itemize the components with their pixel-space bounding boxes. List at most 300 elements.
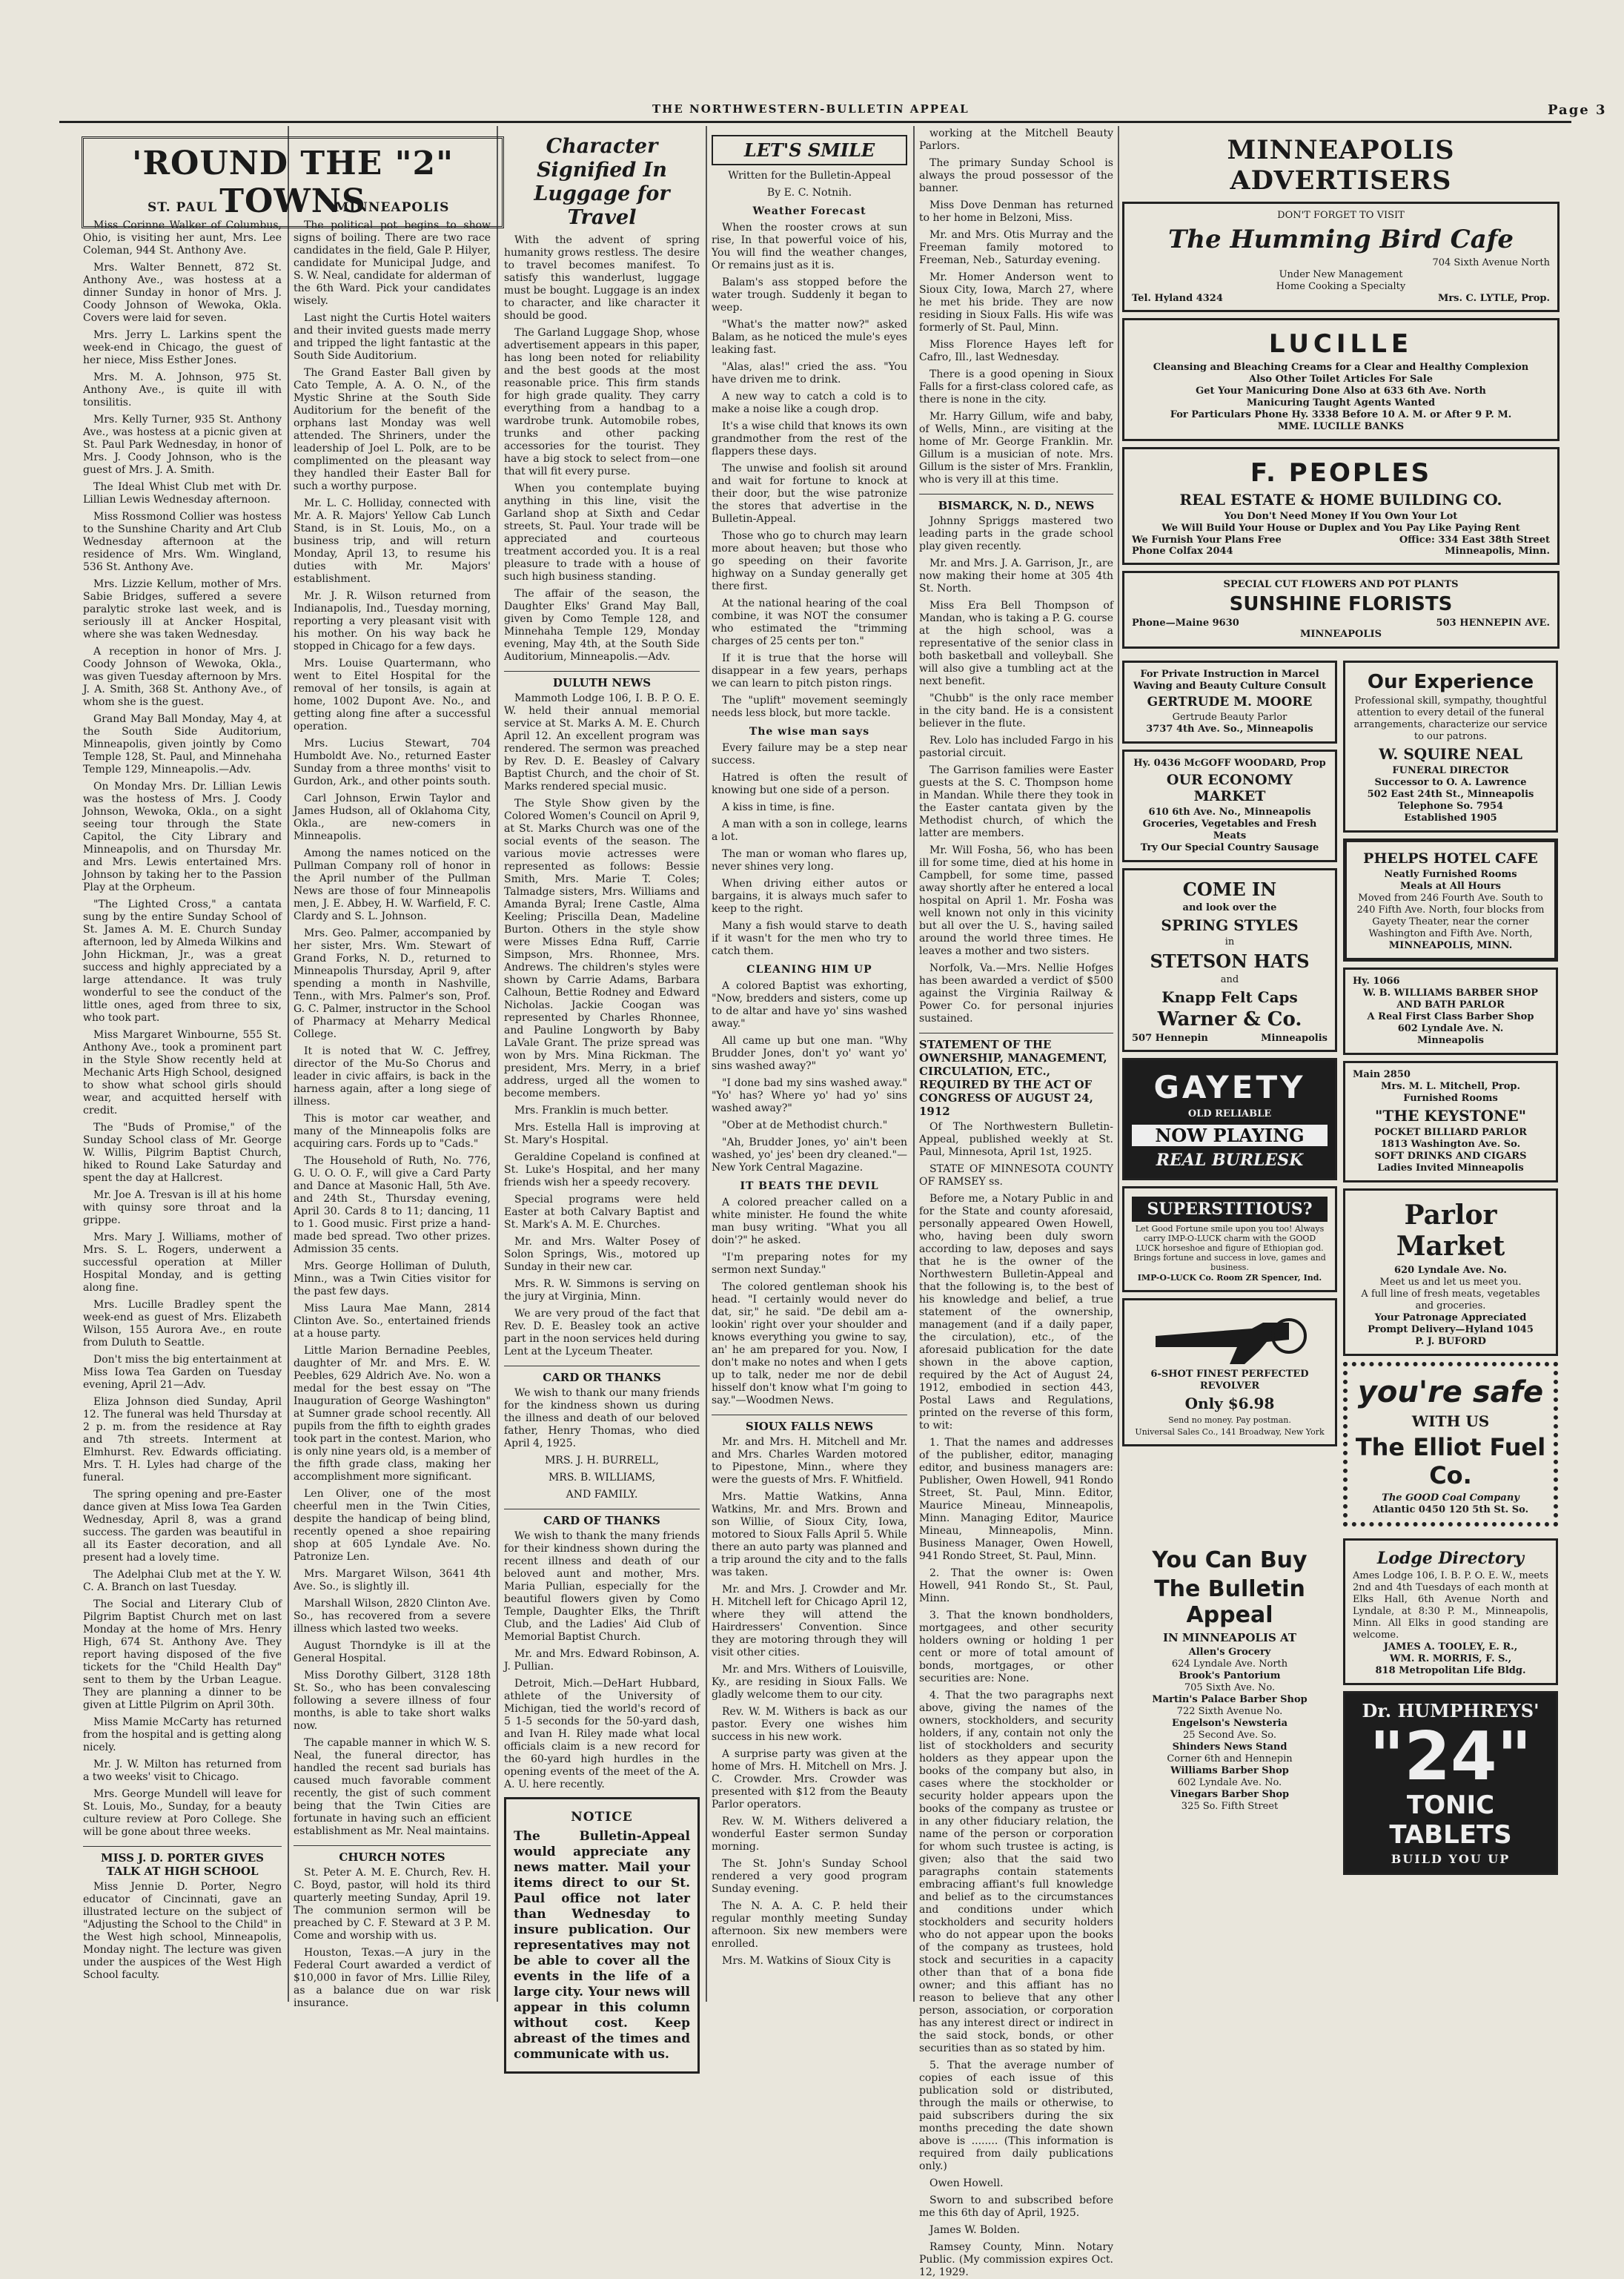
paragraph: A colored preacher called on a white minister. He found the white man busy writing. "What you all doin'?" he asked. [712, 1197, 907, 1246]
paragraph: Mr. and Mrs. Otis Murray and the Freeman family motored to Freeman, Neb., Saturday evening. [919, 229, 1113, 266]
paragraph: Those who go to church may learn more about heaven; but those who go speeding on their favorite highway on a Sunday generally get there first. [712, 530, 907, 592]
ad-text: Universal Sales Co., 141 Broadway, New York [1135, 1427, 1325, 1437]
paragraph: The Style Show given by the Colored Women's Council on April 9, at St. Marks Church was one of the social events of the season. The various movie actresses were represented as follows: Bessie Smith, Mrs. Marie T. Coles; Talmadge sisters, Mrs. Williams and Amanda Byral; Irene Castle, Alma Keeling; Priscilla Dean, Madeline Burton. Others in the style show were Misses Edna Ruff, Carrie Simpson, Mrs. Rhonnee, Mrs. Andrews. The children's styles were shown by Carrie Adams, Barbara Calhoun, Bettie Rodney and Edward Nicholas. Jackie Coogan was represented by Charles Rhonnee, and Pauline Longworth by Baby LaVale Grant. The prize spread was won by Mrs. Mina Rickman. The president, Mrs. Merry, in a brief address, urged all the women to become members. [504, 798, 700, 1099]
ad-text: Meet us and let us meet you. [1379, 1277, 1522, 1288]
ad-text: you're safe [1357, 1375, 1544, 1409]
paragraph: A new way to catch a cold is to make a noise like a cough drop. [712, 391, 907, 415]
article-headline: MISS J. D. PORTER GIVES TALK AT HIGH SCHOOL [83, 1846, 282, 1878]
paragraph: Mammoth Lodge 106, I. B. P. O. E. W. held their annual memorial service at St. Marks A. M. E. Church April 12. An excellent program was rendered. The sermon was preached by Rev. D. E. Beasley of Calvary Baptist Church, and the choir of St. Marks rendered special music. [504, 692, 700, 793]
paragraph: The spring opening and pre-Easter dance given at Miss Iowa Tea Garden Wednesday, April 8, was a grand success. The garden was beautiful in all its Easter decoration, and all present had a lovely time. [83, 1489, 282, 1564]
outlet-item: 722 Sixth Avenue No. [1176, 1706, 1283, 1717]
masthead [0, 95, 1624, 117]
paragraphs [504, 692, 700, 1358]
paragraph: Mrs. Walter Bennett, 872 St. Anthony Ave., was hostess at a dinner Sunday in honor of Mrs. J. Coody Johnson of Wewoka, Okla. Covers were laid for seven. [83, 262, 282, 324]
ad-text: Let Good Fortune smile upon you too! Always carry IMP-O-LUCK charm with the GOOD LUCK horseshoe and figure of Ethiopian god. Brings fortune and success in love, games and business. [1133, 1224, 1326, 1272]
section-title: MINNEAPOLIS ADVERTISERS [1227, 135, 1455, 196]
paragraph: We are very proud of the fact that Rev. D. E. Beasley took an active part in the noon services held during Lent at the Lyceum Theater. [504, 1308, 700, 1357]
ad-text: SPRING STYLES [1161, 916, 1299, 934]
paragraph: A kiss in time, is fine. [722, 801, 835, 813]
column-minneapolis [294, 194, 491, 2009]
notice-box [504, 1797, 700, 2074]
ad-economy-market [1122, 750, 1337, 862]
ad-name: Lodge Directory [1376, 1549, 1525, 1568]
ad-text: and [1220, 974, 1239, 985]
ad-text: Home Cooking a Specialty [1276, 281, 1406, 292]
article-headline: DULUTH NEWS [504, 671, 700, 689]
column-bismarck [919, 128, 1113, 2278]
paragraph: Before me, a Notary Public in and for the State and county aforesaid, personally appeared Owen Howell, who, having been duly sworn according to law, deposes and says that he is the owner of the Northwestern Bulletin-Appeal and that the following is, to the best of his knowledge and belief, a true statement of the ownership, management (and if a daily paper, the circulation), etc., of the aforesaid publication for the date shown in the above caption, required by the Act of August 24, 1912, embodied in section 443, Postal Laws and Regulations, printed on the reverse of this form, to wit: [919, 1193, 1113, 1432]
paragraph: When driving either autos or bargains, it is always much safer to keep to the right. [712, 878, 907, 915]
outlet-item: Shinders News Stand [1172, 1742, 1287, 1753]
sub-heading: IT BEATS THE DEVIL [740, 1180, 879, 1192]
signature-line: AND FAMILY. [566, 1489, 638, 1501]
paragraph: Mrs. Geo. Palmer, accompanied by her sister, Mrs. Wm. Stewart of Grand Forks, N. D., returned to Minneapolis Thursday, April 9, after spending a month in Nashville, Tenn., with Mrs. Palmer's son, Prof. G. C. Palmer, instructor in the School of Pharmacy at Meharry Medical College. [294, 927, 491, 1040]
paragraph: Miss Dorothy Gilbert, 3128 18th St. So., who has been convalescing following a severe illness of four months, is able to take short walks now. [294, 1670, 491, 1732]
column-st-paul [83, 194, 282, 2003]
paragraph: Balam's ass stopped before the water trough. Suddenly it began to weep. [712, 277, 907, 314]
paragraphs [712, 742, 907, 958]
ad-text: MINNEAPOLIS [1300, 629, 1382, 640]
paragraphs [919, 1121, 1113, 2279]
paragraph: The Grand Easter Ball given by Cato Temple, A. A. O. N., of the Mystic Shrine at the South Side Auditorium for the benefit of the orphans last Monday was well attended. The Shriners, under the leadership of Joel L. Polk, are to be complimented on the pleasant way they handled their Easter Ball for such a worthy purpose. [294, 367, 491, 492]
ad-name: SUNSHINE FLORISTS [1229, 593, 1453, 615]
ad-text: 1813 Washington Ave. So. [1380, 1139, 1521, 1150]
paragraph: Eliza Johnson died Sunday, April 12. The funeral was held Thursday at 2 p. m. from the residence at Ray and 7th streets. Interment at Elmhurst. Rev. Edwards officiating. Mrs. T. H. Lyles had charge of the funeral. [83, 1396, 282, 1484]
ad-elliot-fuel [1343, 1362, 1558, 1526]
article-headline: CHURCH NOTES [294, 1845, 491, 1864]
ad-text: WM. R. MORRIS, F. S., [1389, 1653, 1512, 1664]
paragraph: When the rooster crows at sun rise, In that powerful voice of his, You will find the weather changes, Or remains just as it is. [712, 222, 907, 271]
paragraph: Mr. J. R. Wilson returned from Indianapolis, Ind., Tuesday morning, reporting a very pleasant visit with his mother. On his way back he stopped in Chicago for a few days. [294, 590, 491, 652]
outlet-item: 325 So. Fifth Street [1181, 1801, 1279, 1812]
paragraph: 5. That the average number of copies of each issue of this publication sold or distributed, through the mails or otherwise, to paid subscribers during the six months preceding the date shown above is ........ (This information is required from daily publications only.) [919, 2060, 1113, 2172]
ad-text: 610 6th Ave. No., Minneapolis [1148, 807, 1311, 818]
paragraphs [83, 1881, 282, 1982]
notice-text: The Bulletin-Appeal would appreciate any news matter. Mail your items direct to our St. Paul office not later than Wednesday to insure publication. Our representatives may not be able to cover all the events in the life of a large city. Your news will appear in this column without cost. Keep abreast of the times and communicate with us. [514, 1829, 690, 2062]
ad-text: NOW PLAYING [1132, 1125, 1328, 1146]
paragraph: Miss Mamie McCarty has returned from the hospital and is getting along nicely. [83, 1716, 282, 1753]
ad-text: 6-SHOT FINEST PERFECTED REVOLVER [1150, 1369, 1309, 1392]
paragraph: Sworn to and subscribed before me this 6th day of April, 1925. [919, 2194, 1113, 2219]
ad-name: "24" [1369, 1718, 1532, 1796]
ad-text: Cleansing and Bleaching Creams for a Clear and Healthy Complexion [1153, 362, 1529, 373]
ad-peoples-real-estate [1122, 447, 1560, 565]
paragraph: Mr. and Mrs. Edward Robinson, A. J. Pullian. [504, 1648, 700, 1673]
paragraph: There is a good opening in Sioux Falls for a first-class colored cafe, as there is none in the city. [919, 368, 1113, 406]
column-divider [913, 126, 915, 2002]
ad-text: Minneapolis [1261, 1033, 1328, 1044]
paragraph: working at the Mitchell Beauty Parlors. [919, 128, 1113, 152]
ad-text: Knapp Felt Caps [1161, 988, 1298, 1006]
paragraph: Mr. and Mrs. J. Crowder and Mr. H. Mitchell left for Chicago April 12, where they will attend the Hairdressers' Convention. Since they are motoring through they will visit other cities. [712, 1584, 907, 1658]
ad-lodge-directory [1343, 1538, 1558, 1685]
paragraph: Mrs. Kelly Turner, 935 St. Anthony Ave., was hostess at a picnic given at St. Paul Park Wednesday, in honor of Mrs. J. Coody Johnson, who is the guest of Mrs. J. A. Smith. [83, 414, 282, 476]
paragraph: The affair of the season, the Daughter Elks' Grand May Ball, given by Como Temple 128, and Minnehaha Temple 129, Monday evening, May 4th, at the South Side Auditorium, Minneapolis.—Adv. [504, 588, 700, 663]
ad-name: The Elliot Fuel Co. [1355, 1433, 1546, 1489]
ad-text: Phone—Maine 9630 [1132, 618, 1239, 629]
paragraph: Last night the Curtis Hotel waiters and their invited guests made merry and tripped the light fantastic at the South Side Auditorium. [294, 312, 491, 362]
ad-text: STETSON HATS [1150, 950, 1310, 972]
article-headline: BISMARCK, N. D., NEWS [919, 494, 1113, 512]
paragraph: Geraldine Copeland is confined at St. Luke's Hospital, and her many friends wish her a speedy recovery. [504, 1151, 700, 1188]
ad-text: Office: 334 East 38th Street [1399, 535, 1550, 546]
paragraph: Marshall Wilson, 2820 Clinton Ave. So., has recovered from a severe illness which lasted two weeks. [294, 1598, 491, 1635]
paragraph: August Thorndyke is ill at the General Hospital. [294, 1640, 491, 1664]
ad-text: Also Other Toilet Articles For Sale [1249, 374, 1433, 385]
ad-lucille [1122, 318, 1560, 441]
paragraph: Miss Jennie D. Porter, Negro educator of Cincinnati, gave an illustrated lecture on the subject of "Adjusting the School to the Child" in the West high school, Minneapolis, Monday night. The lecture was given under the auspices of the West High School faculty. [83, 1881, 282, 1981]
paragraphs [712, 1436, 907, 1968]
paragraph: If it is true that the horse will disappear in a few years, perhaps we can learn to pitch piston rings. [712, 652, 907, 689]
paragraph: Mrs. Estella Hall is improving at St. Mary's Hospital. [504, 1122, 700, 1146]
byline: By E. C. Notnih. [766, 187, 852, 199]
paragraph: Mrs. M. A. Johnson, 975 St. Anthony Ave., is quite ill with tonsilitis. [83, 371, 282, 408]
paragraph: The "Buds of Promise," of the Sunday School class of Mr. George W. Willis, Pilgrim Baptist Church, hiked to Round Lake Saturday and spent the day at Hallcrest. [83, 1122, 282, 1184]
sub-heading: The wise man says [749, 726, 870, 738]
paragraph: Miss Dove Denman has returned to her home in Belzoni, Miss. [919, 199, 1113, 224]
ad-text: A full line of fresh meats, vegetables and groceries. [1361, 1289, 1540, 1312]
ad-name: The Humming Bird Cafe [1167, 225, 1514, 254]
paragraphs [504, 234, 700, 664]
paragraph: "I'm preparing notes for my sermon next Sunday." [712, 1251, 907, 1276]
column-divider [1118, 126, 1119, 2002]
paragraph: The Social and Literary Club of Pilgrim Baptist Church met on last Monday at the home of Mrs. Henry High, 674 St. Anthony Ave. They report having disposed of the five tickets for the "Child Health Day" sent to them by the Urban League. They are planning a dinner to be given at Little Pilgrim on April 30th. [83, 1598, 282, 1711]
ad-humming-bird-cafe [1122, 202, 1560, 312]
ad-name: "THE KEYSTONE" [1374, 1107, 1526, 1125]
ad-text: Main 2850 [1353, 1069, 1411, 1080]
article-title: LET'S SMILE [712, 135, 907, 165]
ad-text: Ladies Invited Minneapolis [1377, 1162, 1524, 1174]
byline: Written for the Bulletin-Appeal [728, 170, 891, 182]
ad-name: GERTRUDE M. MOORE [1147, 695, 1313, 710]
paragraph: A colored Baptist was exhorting, "Now, bredders and sisters, come up to de altar and have yo' sins washed away." [712, 980, 907, 1030]
outlet-item: 602 Lyndale Ave. No. [1177, 1777, 1282, 1788]
article-title: Character Signified In Luggage for Travel [534, 135, 670, 229]
paragraphs [712, 222, 907, 720]
ad-text: REAL ESTATE & HOME BUILDING CO. [1179, 491, 1502, 509]
paragraph: With the advent of spring humanity grows restless. The desire to travel becomes manifest. To satisfy this wanderlust, luggage must be bought. Luggage is an index to character, and like character it should be good. [504, 234, 700, 322]
column-divider [497, 126, 498, 2002]
outlet-item: 705 Sixth Ave. No. [1184, 1682, 1276, 1693]
ad-text: FUNERAL DIRECTOR [1392, 765, 1509, 776]
paragraph: Mrs. Margaret Wilson, 3641 4th Ave. So., is slightly ill. [294, 1568, 491, 1592]
ad-text: Minneapolis, Minn. [1445, 546, 1550, 557]
paragraph: St. Peter A. M. E. Church, Rev. H. C. Boyd, pastor, will hold its third quarterly meeting Sunday, April 19. The communion sermon will be preached by C. F. Steward at 3 P. M. Come and worship with us. [294, 1867, 491, 1942]
paragraphs [83, 219, 282, 1839]
ad-keystone [1343, 1061, 1558, 1182]
ad-name: Parlor Market [1396, 1200, 1505, 1262]
paragraph: Mrs. R. W. Simmons is serving on the jury at Virginia, Minn. [504, 1278, 700, 1303]
paragraph: The St. John's Sunday School rendered a very good program Sunday evening. [712, 1858, 907, 1895]
paragraph: 3. That the known bondholders, mortgagees, and other security holders owning or holding 1 per cent or more of total amount of bonds, mortgages, or other securities are: None. [919, 1610, 1113, 1684]
ad-text: and look over the [1182, 902, 1277, 913]
outlet-item: Williams Barber Shop [1170, 1765, 1289, 1776]
paragraph: "Alas, alas!" cried the ass. "You have driven me to drink. [712, 361, 907, 386]
paragraph: The primary Sunday School is always the proud possessor of the banner. [919, 157, 1113, 194]
paragraph: The capable manner in which W. S. Neal, the funeral director, has handled the recent sad burials has caused much favorable comment recently, the gist of such comment being that the Twin Cities are fortunate in having such an efficient establishment as Mr. Neal maintains. [294, 1737, 491, 1837]
paragraph: Mr. Harry Gillum, wife and baby, of Wells, Minn., are visiting at the home of Mr. George Franklin. Mr. Gillum is a musician of note. Mrs. Gillum is the sister of Mrs. Franklin, who is very ill at this time. [919, 411, 1113, 486]
ad-name: GAYETY [1153, 1069, 1306, 1105]
ad-row [1122, 1532, 1560, 1881]
ad-gayety [1122, 1058, 1337, 1180]
ad-text: Atlantic 0450 120 5th St. So. [1372, 1504, 1529, 1515]
ad-name: Warner & Co. [1157, 1008, 1302, 1031]
paragraph: Miss Florence Hayes left for Cafro, Ill., last Wednesday. [919, 339, 1113, 363]
ad-squire-neal [1343, 661, 1558, 833]
paragraph: Len Oliver, one of the most cheerful men in the Twin Cities, despite the handicap of being blind, recently opened a shoe repairing shop at 605 Lyndale Ave. No. Patronize Len. [294, 1488, 491, 1563]
column-divider [706, 126, 707, 2002]
ad-text: W. B. WILLIAMS BARBER SHOP AND BATH PARLOR [1363, 988, 1538, 1010]
ad-text: COME IN [1182, 879, 1277, 900]
paragraph: Mrs. Mary J. Williams, mother of Mrs. S. L. Rogers, underwent a successful operation at Miller Hospital Monday, and is getting along fine. [83, 1231, 282, 1294]
paragraph: Mrs. M. Watkins of Sioux City is [722, 1955, 891, 1967]
paragraph: Houston, Texas.—A jury in the Federal Court awarded a verdict of $10,000 in favor of Mrs. Lillie Riley, as a balance due on war risk insurance. [294, 1947, 491, 2009]
paragraph: Norfolk, Va.—Mrs. Nellie Hofges has been awarded a verdict of $500 against the Virginia Railway & Power Co. for personal injuries sustained. [919, 962, 1113, 1025]
ad-text: DON'T FORGET TO VISIT [1277, 210, 1405, 221]
paragraph: 2. That the owner is: Owen Howell, 941 Rondo St., St. Paul, Minn. [919, 1567, 1113, 1604]
paragraph: The Adelphai Club met at the Y. W. C. A. Branch on last Tuesday. [83, 1569, 282, 1593]
sub-heading: Weather Forecast [752, 205, 866, 217]
paragraph: A surprise party was given at the home of Mrs. H. Mitchell on Mrs. J. C. Crowder. Mrs. Crowder was presented with $12 from the Beauty Parlor operators. [712, 1748, 907, 1810]
paragraph: It's a wise child that knows its own grandmother from the rest of the flappers these days. [712, 420, 907, 457]
ad-text: You Don't Need Money If You Own Your Lot [1224, 511, 1458, 522]
section-heading: MINNEAPOLIS [334, 200, 450, 215]
paragraph: Many a fish would starve to death if it wasn't for the men who try to catch them. [712, 920, 907, 957]
outlet-item: Martin's Palace Barber Shop [1152, 1694, 1308, 1705]
top-rule [59, 121, 1571, 123]
ad-text: 502 East 24th St., Minneapolis [1367, 789, 1534, 800]
ad-text: in [1224, 936, 1235, 947]
ad-text: Get Your Manicuring Done Also at 633 6th Ave. North [1196, 386, 1486, 397]
paragraph: Mr. and Mrs. H. Mitchell and Mr. and Mrs. Charles Warden motored to Pipestone, Minn., where they were the guests of Mrs. F. Whitfield. [712, 1436, 907, 1486]
ad-text: 602 Lyndale Ave. N. [1397, 1023, 1504, 1034]
paragraph: The colored gentleman shook his head. "I certainly would never do dat, sir," he said. "De debil am a-lookin' right over your shoulder and knows everything you gwine to say, an' he am prepared for you. Now, I don't make no notes and when I gets up to talk, neder me nor de debil hisself don't know what I'm going to say."—Woodmen News. [712, 1281, 907, 1406]
ad-text: Only $6.98 [1184, 1395, 1275, 1412]
paragraph: Mrs. Mattie Watkins, Anna Watkins, Mr. and Mrs. Brown and son Willie, of Sioux City, Iowa, motored to Sioux Falls April 5. While there an auto party was planned and a trip around the city and to the falls was taken. [712, 1491, 907, 1578]
paragraph: Miss Era Bell Thompson of Mandan, who is taking a P. G. course at the high school, was a representative of the senior class in both basketball and volleyball. She will also give a tumbling act at the next benefit. [919, 600, 1113, 687]
ad-text: Hy. 0436 McGOFF WOODARD, Prop [1133, 758, 1326, 769]
column-advertisers [1122, 128, 1560, 2003]
paragraph: James W. Bolden. [929, 2224, 1020, 2236]
paragraph: Miss Rossmond Collier was hostess to the Sunshine Charity and Art Club Wednesday afternoon at the residence of Mrs. Wm. Wingland, 536 St. Anthony Ave. [83, 511, 282, 573]
column-lets-smile [712, 128, 907, 2003]
ad-text: Dr. HUMPHREYS' [1362, 1700, 1540, 1721]
paragraph: Owen Howell. [929, 2177, 1004, 2189]
paragraph: Special programs were held Easter at both Calvary Baptist and St. Mark's A. M. E. Churches. [504, 1194, 700, 1231]
ad-text: We Furnish Your Plans Free [1132, 535, 1282, 546]
ad-name: LUCILLE [1268, 329, 1413, 359]
ad-text: Manicuring Taught Agents Wanted [1246, 397, 1436, 408]
paragraphs [294, 219, 491, 1838]
paragraph: Rev. W. M. Withers delivered a wonderful Easter sermon Sunday morning. [712, 1816, 907, 1853]
paragraph: Rev. Lolo has included Fargo in his pastorial circuit. [919, 735, 1113, 759]
paragraph: On Monday Mrs. Dr. Lillian Lewis was the hostess of Mrs. J. Coody Johnson, Wewoka, Okla., on a sight seeing tour through the State Capitol, the City Library and Minneapolis, and on Thursday Mr. and Mrs. Lewis entertained Mrs. Johnson by taking her to the Passion Play at the Orpheum. [83, 781, 282, 893]
paragraph: 4. That the two paragraphs next above, giving the names of the owners, stockholders, and security holders, if any, contain not only the list of stockholders and security holders as they appear upon the books of the company but also, in cases where the stockholder or security holder appears upon the books of the company as trustee or in any other fiduciary relation, the name of the person or corporation for whom such trustee is acting, is given; also that the said two paragraphs contain statements embracing affiant's full knowledge and belief as to the circumstances and conditions under which stockholders and security holders who do not appear upon the books of the company as trustees, hold stock and securities in a capacity other than that of a bona fide owner; and this affiant has no reason to believe that any other person, association, or corporation has any interest direct or indirect in the said stock, bonds, or other securities than as so stated by him. [919, 1690, 1113, 2054]
ad-text: Groceries, Vegetables and Fresh Meats [1142, 818, 1317, 841]
paragraphs [712, 1197, 907, 1407]
outlet-list [1130, 1647, 1330, 1813]
outlet-item: 25 Second Ave. So. [1182, 1730, 1276, 1741]
paragraph: Mrs. Lucius Stewart, 704 Humboldt Ave. No., returned Easter Sunday from a three months' visit to Gurdon, Ark., and other points south. [294, 738, 491, 787]
paragraph: The Garrison families were Easter guests at the S. C. Thompson home in Mandan. While there they took in the Easter cantata given by the Methodist church, of which the latter are members. [919, 764, 1113, 839]
paragraph: Every failure may be a step near success. [712, 742, 907, 767]
ad-text: Prompt Delivery—Hyland 1045 [1368, 1324, 1534, 1335]
ad-revolver [1122, 1298, 1337, 1446]
ad-text: A Real First Class Barber Shop [1367, 1011, 1534, 1022]
paragraph: Mr. and Mrs. Walter Posey of Solon Springs, Wis., motored up Sunday in their new car. [504, 1236, 700, 1273]
ad-humphreys-24 [1343, 1691, 1558, 1875]
paragraph: "I done bad my sins washed away." "Yo' has? Where yo' had yo' sins washed away?" [712, 1077, 907, 1114]
ad-text: Mrs. M. L. Mitchell, Prop. [1380, 1081, 1521, 1092]
ad-text: TABLETS [1389, 1820, 1512, 1850]
ad-text: P. J. BUFORD [1415, 1336, 1486, 1347]
paragraph: "Ober at de Methodist church." [722, 1119, 888, 1131]
ad-text: For Particulars Phone Hy. 3338 Before 10 A. M. or After 9 P. M. [1170, 409, 1512, 420]
paragraph: Mr. L. C. Holliday, connected with Mr. A. R. Majors' Yellow Cab Lunch Stand, is in St. Louis, Mo., on a business trip, and will return Monday, April 13, to resume his duties with Mr. Majors' establishment. [294, 497, 491, 585]
ad-text: 503 HENNEPIN AVE. [1436, 618, 1550, 629]
ad-text: Mrs. C. LYTLE, Prop. [1437, 293, 1550, 304]
paragraph: When you contemplate buying anything in this line, visit the Garland shop at Sixth and Cedar streets, St. Paul. Your trade will be appreciated and courteous treatment accorded you. It is a real pleasure to trade with a house of such high business standing. [504, 483, 700, 583]
outlet-item: Corner 6th and Hennepin [1167, 1753, 1293, 1764]
revolver-icon [1141, 1306, 1319, 1366]
ad-text: OLD RELIABLE [1187, 1108, 1272, 1119]
ad-text: JAMES A. TOOLEY, E. R., [1383, 1641, 1518, 1653]
column-luggage-duluth [504, 128, 700, 2062]
ad-text: We Will Build Your House or Duplex and You Pay Like Paying Rent [1161, 523, 1520, 534]
ad-warner-co [1122, 868, 1337, 1052]
ad-text: BUILD YOU UP [1391, 1852, 1511, 1866]
paragraph: It is noted that W. C. Jeffrey, director of the Mu-So Chorus and leader in civic affairs, is back in the harness again, after a long siege of illness. [294, 1045, 491, 1108]
article-headline: CARD OR THANKS [504, 1366, 700, 1384]
paragraph: "Chubb" is the only race member in the city band. He is a consistent believer in the flute. [919, 692, 1113, 730]
ad-text: Your Patronage Appreciated [1374, 1312, 1527, 1323]
column-divider [288, 126, 289, 2002]
paragraph: Detroit, Mich.—DeHart Hubbard, athlete of the University of Michigan, tied the world's record of 5 1-5 seconds for the 50-yard dash, and Ivan H. Riley made what local officials claim is a new record for the 60-yard high hurdles in the opening events of the meet of the A. A. U. here recently. [504, 1678, 700, 1790]
ad-text: Gertrude Beauty Parlor [1172, 712, 1287, 723]
paragraph: Mrs. George Holliman of Duluth, Minn., was a Twin Cities visitor for the past few days. [294, 1260, 491, 1297]
ad-sunshine-florists [1122, 571, 1560, 649]
paragraph: Mr. and Mrs. J. A. Garrison, Jr., are now making their home at 305 4th St. North. [919, 558, 1113, 595]
page-number: Page 3 [1548, 102, 1607, 118]
ad-text: Furnished Rooms [1403, 1093, 1498, 1104]
ad-name: Our Experience [1367, 671, 1534, 693]
ad-text: 3737 4th Ave. So., Minneapolis [1146, 724, 1313, 735]
ad-text: 507 Hennepin [1132, 1033, 1208, 1044]
paragraph: Mrs. George Mundell will leave for St. Louis, Mo., Sunday, for a beauty culture review at Poro College. She will be gone about three weeks. [83, 1788, 282, 1838]
paragraphs [712, 980, 907, 1174]
ad-text: Try Our Special Country Sausage [1140, 842, 1319, 853]
ad-name: SUPERSTITIOUS? [1132, 1197, 1328, 1222]
outlet-item: Vinegars Barber Shop [1170, 1789, 1290, 1800]
paragraph: A man with a son in college, learns a lot. [712, 818, 907, 843]
paragraph: Mrs. Louise Quartermann, who went to Eitel Hospital for the removal of her tonsils, is again at home, 1002 Dupont Ave. No., and getting along fine after a successful operation. [294, 658, 491, 732]
paragraph: Mrs. Franklin is much better. [514, 1105, 669, 1117]
ad-text: Neatly Furnished Rooms [1384, 869, 1517, 880]
ad-text: Hy. 1066 [1353, 976, 1400, 987]
paragraph: Miss Laura Mae Mann, 2814 Clinton Ave. So., entertained friends at a house party. [294, 1303, 491, 1340]
paragraphs [294, 1867, 491, 2010]
paragraph: "Ah, Brudder Jones, yo' ain't been washed, yo' jes' been dry cleaned."—New York Central Magazine. [712, 1137, 907, 1174]
ad-text: Professional skill, sympathy, thoughtful attention to every detail of the funeral arrangements, characterize our service to our patrons. [1353, 695, 1548, 742]
ad-text: POCKET BILLIARD PARLOR [1374, 1127, 1527, 1138]
paragraph: Ramsey County, Minn. Notary Public. (My commission expires Oct. 12, 1929. [919, 2241, 1113, 2278]
ad-text: SPECIAL CUT FLOWERS AND POT PLANTS [1223, 579, 1459, 590]
paragraphs [504, 1387, 700, 1450]
signature-line: MRS. B. WILLIAMS, [548, 1472, 656, 1484]
ad-text: Tel. Hyland 4324 [1132, 293, 1223, 304]
paragraph: Little Marion Bernadine Peebles, daughter of Mr. and Mrs. E. W. Peebles, 629 Aldrich Ave. No. won a medal for the best essay on "The Inauguration of George Washington" at Sumner grade school recently. All pupils from the fifth to eighth grades took part in the contest. Marion, who is only nine years old, is a member of the fifth grade class, making her accomplishment more significant. [294, 1345, 491, 1483]
towns-title: 'ROUND THE "2" TOWNS [82, 136, 504, 228]
outlet-item: Engelson's Newsteria [1171, 1718, 1288, 1729]
ad-text: Ames Lodge 106, I. B. P. O. E. W., meets 2nd and 4th Tuesdays of each month at Elks Hall, 6th Avenue North and Lyndale, at 8:30 P. M., Minneapolis, Minn. All Elks in good standing are welcome. [1353, 1570, 1548, 1641]
ad-text: TONIC [1406, 1790, 1495, 1820]
outlet-item: Brook's Pantorium [1179, 1670, 1281, 1681]
paragraphs [919, 128, 1113, 486]
paragraph: Mrs. Lucille Bradley spent the week-end as guest of Mrs. Elizabeth Wilson, 155 Aurora Ave., en route from Duluth to Seattle. [83, 1299, 282, 1349]
ad-gertrude-moore [1122, 661, 1337, 744]
notice-heading: NOTICE [571, 1810, 633, 1825]
paragraph: We wish to thank the many friends for their kindness shown during the recent illness and death of our beloved aunt and mother, Mrs. Maria Pullian, especially for the beautiful flowers given by Como Temple, Daughter Elks, the Thrift Club, and the Ladies' Aid Club of Memorial Baptist Church. [504, 1530, 700, 1643]
paragraph: Mr. Joe A. Tresvan is ill at his home with quinsy sore throat and la grippe. [83, 1189, 282, 1226]
paragraph: STATE OF MINNESOTA COUNTY OF RAMSEY ss. [919, 1163, 1113, 1188]
paragraph: The N. A. A. C. P. held their regular monthly meeting Sunday afternoon. Six new members were enrolled. [712, 1900, 907, 1950]
paragraph: Mrs. Jerry L. Larkins spent the week-end in Chicago, the guest of her niece, Miss Esther Jones. [83, 329, 282, 366]
ad-phelps-hotel [1343, 838, 1558, 962]
paragraph: All came up but one man. "Why Brudder Jones, don't yo' want yo' sins washed away?" [712, 1035, 907, 1072]
ad-text: MINNEAPOLIS, MINN. [1388, 940, 1513, 951]
paragraph: Johnny Spriggs mastered two leading parts in the grade school play given recently. [919, 515, 1113, 552]
paragraph: "What's the matter now?" asked Balam, as he noticed the mule's eyes leaking fast. [712, 319, 907, 356]
ad-name: PHELPS HOTEL CAFE [1363, 850, 1538, 867]
ad-text: SOFT DRINKS AND CIGARS [1374, 1151, 1527, 1162]
paragraph: The man or woman who flares up, never shines very long. [712, 848, 907, 873]
ad-text: Successor to O. A. Lawrence [1374, 777, 1527, 788]
ad-row [1122, 655, 1560, 1532]
paragraph: Mrs. Lizzie Kellum, mother of Mrs. Sabie Bridges, suffered a severe paralytic stroke last week, and is seriously ill at Ancker Hospital, where she was taken Wednesday. [83, 578, 282, 641]
paragraph: "The Lighted Cross," a cantata sung by the entire Sunday School of St. James A. M. E. Church Sunday afternoon, led by Almeda Wilkins and John Hickman, Jr., was a great success and highly appreciated by a large attendance. It was truly wonderful to see the conduct of the little ones, aged from three to six, who took part. [83, 899, 282, 1024]
ad-text: Phone Colfax 2044 [1132, 546, 1233, 557]
masthead-title: THE NORTHWESTERN-BULLETIN APPEAL [652, 102, 970, 116]
ad-text: The Bulletin Appeal [1154, 1576, 1305, 1628]
outlet-item: Allen's Grocery [1188, 1647, 1271, 1658]
ad-text: MME. LUCILLE BANKS [1277, 421, 1405, 432]
ad-text: W. SQUIRE NEAL [1379, 745, 1522, 763]
ad-text: IMP-O-LUCK Co. Room ZR Spencer, Ind. [1137, 1273, 1322, 1283]
paragraph: Rev. W. M. Withers is back as our pastor. Every one wishes him success in his new work. [712, 1706, 907, 1743]
ad-text: IN MINNEAPOLIS AT [1162, 1631, 1296, 1644]
paragraph: At the national hearing of the coal combine, it was NOT the consumer who estimated the "trimming charges of 25 cents per ton." [712, 598, 907, 647]
ad-text: REAL BURLESK [1156, 1151, 1304, 1170]
paragraph: Miss Margaret Winbourne, 555 St. Anthony Ave., took a prominent part in the Style Show recently held at Mechanic Arts High School, designed to show what school girls should wear, and acquitted herself with credit. [83, 1029, 282, 1117]
paragraphs [919, 515, 1113, 1025]
ad-text: Established 1905 [1404, 813, 1497, 824]
ad-text: Send no money. Pay postman. [1168, 1415, 1291, 1425]
ad-text: 704 Sixth Avenue North [1432, 257, 1550, 268]
ad-text: 818 Metropolitan Life Bldg. [1375, 1665, 1526, 1676]
paragraph: Miss Corinne Walker of Columbus, Ohio, is visiting her aunt, Mrs. Lee Coleman, 944 St. Anthony Ave. [83, 219, 282, 257]
paragraph: The political pot begins to show signs of boiling. There are two race candidates in the field, Gale P. Hilyer, candidate for Municipal Judge, and S. W. Neal, candidate for alderman of the 6th Ward. Pick your candidates wisely. [294, 219, 491, 307]
outlet-item: 624 Lyndale Ave. North [1171, 1658, 1288, 1670]
ad-text: WITH US [1411, 1412, 1490, 1430]
article-headline: STATEMENT OF THE OWNERSHIP, MANAGEMENT, CIRCULATION, ETC., REQUIRED BY THE ACT OF CONGRESS OF AUGUST 24, 1912 [919, 1033, 1113, 1118]
ad-name: OUR ECONOMY MARKET [1166, 772, 1293, 804]
ad-parlor-market [1343, 1188, 1558, 1356]
paragraph: Of The Northwestern Bulletin-Appeal, published weekly at St. Paul, Minnesota, April 1st, 1925. [919, 1121, 1113, 1158]
paragraph: The Household of Ruth, No. 776, G. U. O. O. F., will give a Card Party and Dance at Masonic Hall, 5th Ave. and 24th St., Thursday evening, April 30. Cards 8 to 11; dancing, 11 to 1. Good music. First prize a hand-made bed spread. Two other prizes. Admission 35 cents. [294, 1155, 491, 1255]
paragraph: Grand May Ball Monday, May 4, at the South Side Auditorium, Minneapolis, given jointly by Como Temple 128, St. Paul, and Minnehaha Temple 129, Minneapolis.—Adv. [83, 713, 282, 775]
article-headline: SIOUX FALLS NEWS [712, 1415, 907, 1433]
ad-superstitious [1122, 1186, 1337, 1292]
